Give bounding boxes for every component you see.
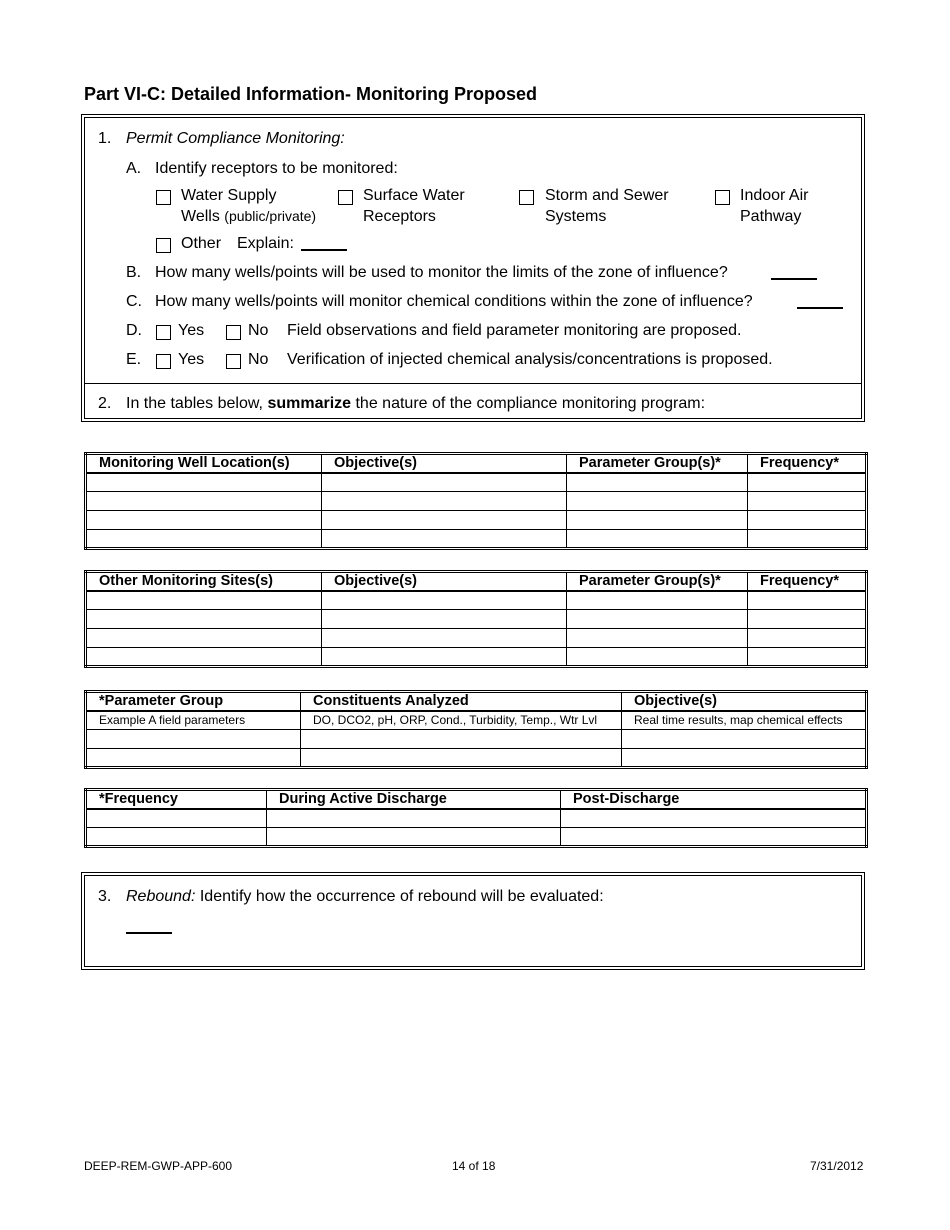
receptor-indoor-air-checkbox[interactable] bbox=[715, 190, 730, 208]
receptor-wells-label-line1: Water Supply bbox=[181, 187, 277, 204]
receptor-storm-sewer-line2: Systems bbox=[545, 208, 607, 225]
item-e-yes-checkbox[interactable] bbox=[156, 354, 171, 372]
table-row bbox=[86, 730, 867, 749]
table-row bbox=[86, 492, 867, 511]
column-header: Objective(s) bbox=[322, 572, 567, 591]
item-d-yes-checkbox[interactable] bbox=[156, 325, 171, 343]
receptor-surface-water-checkbox[interactable] bbox=[338, 190, 353, 208]
rebound-section bbox=[84, 875, 862, 967]
receptor-surface-water-line1: Surface Water bbox=[363, 187, 465, 204]
item-d-letter: D. bbox=[126, 322, 142, 339]
table-row bbox=[86, 809, 867, 828]
table-row bbox=[86, 648, 867, 667]
column-header: Constituents Analyzed bbox=[301, 692, 622, 711]
table-row bbox=[86, 591, 867, 610]
receptor-indoor-air-line2: Pathway bbox=[740, 208, 802, 225]
frequency-table bbox=[84, 788, 868, 848]
item-3-number: 3. bbox=[98, 888, 112, 905]
table-row bbox=[86, 749, 867, 768]
table-row bbox=[86, 828, 867, 847]
item-b-text: How many wells/points will be used to monitor the limits of the zone of influence? bbox=[155, 264, 728, 281]
item-e-letter: E. bbox=[126, 351, 142, 368]
table-row bbox=[86, 711, 867, 730]
item-b-answer-field[interactable] bbox=[771, 264, 817, 283]
item-d-no-label: No bbox=[248, 322, 269, 339]
item-d-text: Field observations and field parameter monitoring are proposed. bbox=[287, 322, 742, 339]
example-objective: Real time results, map chemical effects bbox=[622, 711, 867, 730]
revision-date: 7/31/2012 bbox=[810, 1159, 864, 1173]
receptor-indoor-air-line1: Indoor Air bbox=[740, 187, 809, 204]
column-header: Monitoring Well Location(s) bbox=[86, 454, 322, 473]
example-constituents: DO, DCO2, pH, ORP, Cond., Turbidity, Temp., Wtr Lvl bbox=[301, 711, 622, 730]
section-divider bbox=[85, 383, 861, 384]
item-a-letter: A. bbox=[126, 160, 142, 177]
item-e-no-checkbox[interactable] bbox=[226, 354, 241, 372]
receptor-other-label: Other bbox=[181, 235, 222, 252]
item-c-letter: C. bbox=[126, 293, 142, 310]
column-header: *Frequency bbox=[86, 790, 267, 809]
column-header: Objective(s) bbox=[322, 454, 567, 473]
compliance-monitoring-section bbox=[84, 117, 862, 419]
item-c-answer-field[interactable] bbox=[797, 293, 843, 312]
table-row bbox=[86, 530, 867, 549]
receptor-surface-water-line2: Receptors bbox=[363, 208, 436, 225]
receptor-other-checkbox[interactable] bbox=[156, 238, 171, 256]
column-header: *Parameter Group bbox=[86, 692, 301, 711]
rebound-answer-field[interactable] bbox=[126, 918, 172, 937]
column-header: Objective(s) bbox=[622, 692, 867, 711]
column-header: Post-Discharge bbox=[561, 790, 867, 809]
item-e-yes-label: Yes bbox=[178, 351, 205, 368]
item-c-text: How many wells/points will monitor chemical conditions within the zone of influence? bbox=[155, 293, 753, 310]
receptor-wells-checkbox[interactable] bbox=[156, 190, 171, 208]
table-row bbox=[86, 610, 867, 629]
receptor-explain-label: Explain: bbox=[237, 235, 294, 252]
item-e-no-label: No bbox=[248, 351, 269, 368]
receptor-storm-sewer-checkbox[interactable] bbox=[519, 190, 534, 208]
item-1-title: Permit Compliance Monitoring: bbox=[126, 130, 345, 147]
item-d-yes-label: Yes bbox=[178, 322, 205, 339]
item-2-text: In the tables below, summarize the nature of the compliance monitoring program: bbox=[126, 395, 706, 412]
page-title: Part VI-C: Detailed Information- Monitoring Proposed bbox=[84, 84, 538, 104]
column-header: Frequency* bbox=[748, 572, 867, 591]
receptor-explain-field[interactable] bbox=[301, 235, 347, 254]
receptor-storm-sewer-line1: Storm and Sewer bbox=[545, 187, 669, 204]
receptor-wells-label-line2: Wells (public/private) bbox=[181, 208, 317, 225]
item-e-text: Verification of injected chemical analysis/concentrations is proposed. bbox=[287, 351, 773, 368]
item-2-number: 2. bbox=[98, 395, 112, 412]
column-header: Parameter Group(s)* bbox=[567, 572, 748, 591]
item-a-text: Identify receptors to be monitored: bbox=[155, 160, 398, 177]
item-d-no-checkbox[interactable] bbox=[226, 325, 241, 343]
column-header: Other Monitoring Sites(s) bbox=[86, 572, 322, 591]
parameter-group-table bbox=[84, 690, 868, 769]
column-header: During Active Discharge bbox=[267, 790, 561, 809]
other-sites-table bbox=[84, 570, 868, 668]
example-parameter-group: Example A field parameters bbox=[86, 711, 301, 730]
monitoring-wells-table bbox=[84, 452, 868, 550]
column-header: Parameter Group(s)* bbox=[567, 454, 748, 473]
item-3-text: Rebound: Identify how the occurrence of rebound will be evaluated: bbox=[126, 888, 604, 905]
table-row bbox=[86, 629, 867, 648]
table-row bbox=[86, 473, 867, 492]
item-1-number: 1. bbox=[98, 130, 112, 147]
table-row bbox=[86, 511, 867, 530]
item-b-letter: B. bbox=[126, 264, 142, 281]
page-number: 14 of 18 bbox=[452, 1159, 496, 1173]
column-header: Frequency* bbox=[748, 454, 867, 473]
form-id: DEEP-REM-GWP-APP-600 bbox=[84, 1159, 233, 1173]
